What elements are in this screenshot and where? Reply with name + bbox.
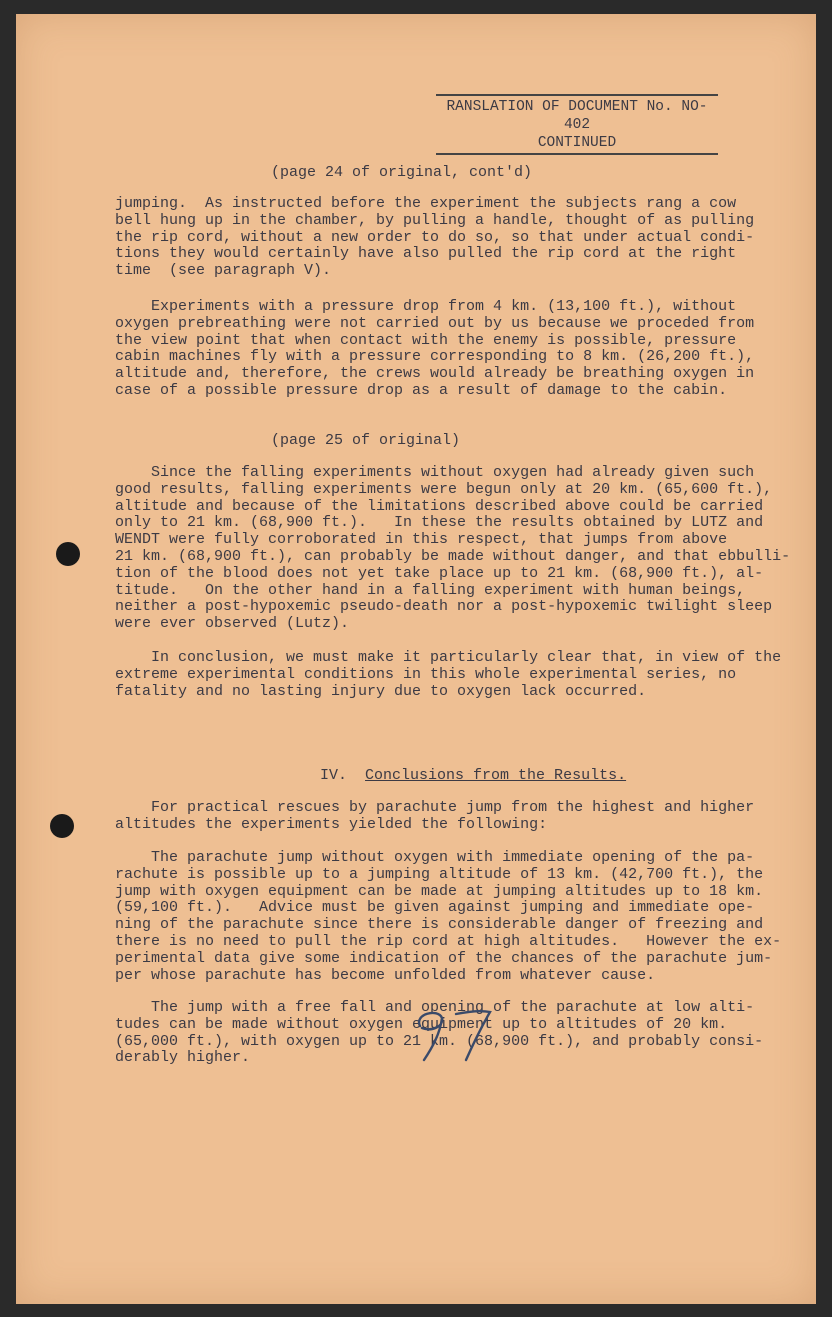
section-heading <box>284 750 626 801</box>
paragraph-jump-without-oxygen: The parachute jump without oxygen with immediate opening of the pa- rachute is possible up to a jumping altitude of 13 km. (42,700 ft.), the jump with oxygen equipment can be made at jumping altitudes up to 18 km. (59,100 ft.). Advice must be given against jumping and immediate ope- ning of the parachute since there is considerable danger of freezing and there is no need to pull the rip cord at high altitudes. However the ex- perimental data give some indication of the chances of the parachute jum- per whose parachute has become unfolded from whatever cause. <box>115 849 782 984</box>
punch-hole-top <box>56 542 80 566</box>
page-note-24: (page 24 of original, cont'd) <box>271 164 533 181</box>
punch-hole-bottom <box>50 814 74 838</box>
handwritten-page-number <box>408 1004 498 1064</box>
paragraph-free-fall: The jump with a free fall and opening of the parachute at low alti- tudes can be made without oxygen equipment up to altitudes of 20 km. (65,000 ft.), with oxygen up to 21 km. (68,900 ft.), and probably consi- derably higher. <box>115 999 764 1067</box>
page-note-25: (page 25 of original) <box>271 432 461 449</box>
paragraph-jumping: jumping. As instructed before the experiment the subjects rang a cow bell hung up in the chamber, by pulling a handle, thought of as pulling the rip cord, without a new order to do so, so that under actual condi- tions they would certainly have also pulled the rip cord at the right time (see paragraph V). <box>115 195 755 280</box>
document-page <box>16 14 816 1304</box>
header-continued: CONTINUED <box>537 135 617 151</box>
paragraph-conclusion: In conclusion, we must make it particularly clear that, in view of the extreme experimental conditions in this whole experimental series, no fatality and no lasting injury due to oxygen lack occurred. <box>115 649 782 700</box>
section-title: Conclusions from the Results. <box>365 767 627 784</box>
header-title: RANSLATION OF DOCUMENT No. NO-402 <box>446 99 708 133</box>
paragraph-falling-experiments: Since the falling experiments without oxygen had already given such good results, falling experiments were begun only at 20 km. (65,600 ft.), altitude and because of the limitations described above could be carried only to 21 km. (68,900 ft.). In these the results obtained by LUTZ and WENDT were fully corroborated in this respect, that jumps from above 21 km. (68,900 ft.), can probably be made without danger, and that ebbulli- tion of the blood does not yet take place up to 21 km. (68,900 ft.), al- titude. On the other hand in a falling experiment with human beings, neither a post-hypoxemic pseudo-death nor a post-hypoxemic twilight sleep were ever observed (Lutz). <box>115 464 791 633</box>
paragraph-practical-rescues: For practical rescues by parachute jump from the highest and higher altitudes the experiments yielded the following: <box>115 799 755 833</box>
document-header <box>436 94 718 155</box>
section-number: IV. <box>320 767 348 784</box>
paragraph-pressure-drop: Experiments with a pressure drop from 4 km. (13,100 ft.), without oxygen prebreathing were not carried out by us because we proceded from the view point that when contact with the enemy is possible, pressure cabin machines fly with a pressure corresponding to 8 km. (26,200 ft.), altitude and, therefore, the crews would already be breathing oxygen in case of a possible pressure drop as a result of damage to the cabin. <box>115 298 755 399</box>
